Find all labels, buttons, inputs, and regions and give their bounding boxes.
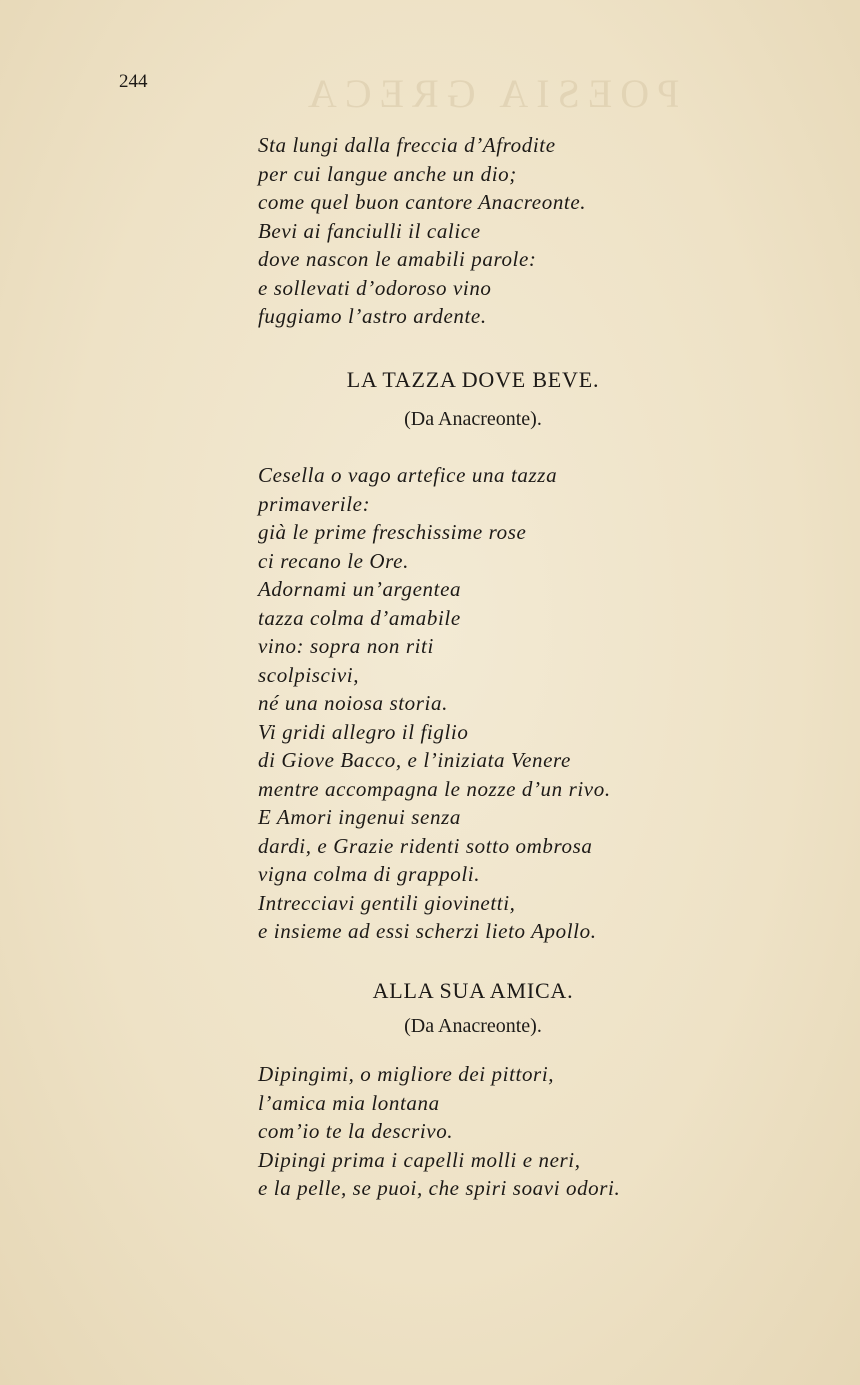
verse-line: Vi gridi allegro il figlio bbox=[258, 719, 469, 744]
verse-line: e insieme ad essi scherzi lieto Apollo. bbox=[258, 919, 597, 943]
opening-stanza bbox=[258, 131, 586, 331]
poem-title-amica: ALLA SUA AMICA. bbox=[372, 978, 574, 1003]
verse-line: l’amica mia lontana bbox=[258, 1090, 440, 1115]
verse-line: fuggiamo l’astro ardente. bbox=[258, 304, 487, 328]
verse-line: Sta lungi dalla freccia d’Afrodite bbox=[258, 133, 556, 157]
verse-line: per cui langue anche un dio; bbox=[258, 161, 517, 186]
verse-line: vigna colma di grappoli. bbox=[258, 862, 481, 886]
verse-line: primaverile: bbox=[258, 491, 371, 516]
verse-line: Dipingimi, o migliore dei pittori, bbox=[258, 1062, 555, 1086]
verse-line: come quel buon cantore Anacreonte. bbox=[258, 190, 587, 214]
verse-line: di Giove Bacco, e l’iniziata Venere bbox=[258, 748, 571, 772]
verse-line: E Amori ingenui senza bbox=[258, 805, 461, 829]
verse-line: e la pelle, se puoi, che spiri soavi odori. bbox=[258, 1176, 621, 1200]
bleed-through-text: POESIA GRECA bbox=[300, 71, 680, 116]
verse-line: già le prime freschissime rose bbox=[258, 520, 527, 544]
verse-line: tazza colma d’amabile bbox=[258, 605, 461, 630]
poem-source-amica: (Da Anacreonte). bbox=[404, 1015, 542, 1037]
verse-line: dove nascon le amabili parole: bbox=[258, 247, 537, 271]
verse-line: ci recano le Ore. bbox=[258, 548, 409, 573]
verse-line: mentre accompagna le nozze d’un rivo. bbox=[258, 776, 611, 801]
verse-line: Dipingi prima i capelli molli e neri, bbox=[258, 1147, 581, 1172]
verse-line: né una noiosa storia. bbox=[258, 691, 448, 715]
verse-line: vino: sopra non riti bbox=[258, 634, 434, 658]
page-number: 244 bbox=[119, 71, 148, 92]
verse-line: scolpiscivi, bbox=[258, 662, 360, 687]
verse-line: Bevi ai fanciulli il calice bbox=[258, 218, 481, 243]
poem-body-tazza bbox=[258, 461, 611, 946]
poem-title-tazza: LA TAZZA DOVE BEVE. bbox=[346, 367, 600, 392]
verse-line: Adornami un’argentea bbox=[258, 577, 462, 601]
verse-line: Cesella o vago artefice una tazza bbox=[258, 463, 558, 487]
poem-body-amica bbox=[258, 1060, 620, 1203]
verse-line: com’io te la descrivo. bbox=[258, 1119, 454, 1143]
poem-source-tazza: (Da Anacreonte). bbox=[404, 408, 542, 430]
verse-line: Intrecciavi gentili giovinetti, bbox=[258, 890, 516, 915]
verse-line: e sollevati d’odoroso vino bbox=[258, 275, 492, 300]
verse-line: dardi, e Grazie ridenti sotto ombrosa bbox=[258, 833, 593, 858]
